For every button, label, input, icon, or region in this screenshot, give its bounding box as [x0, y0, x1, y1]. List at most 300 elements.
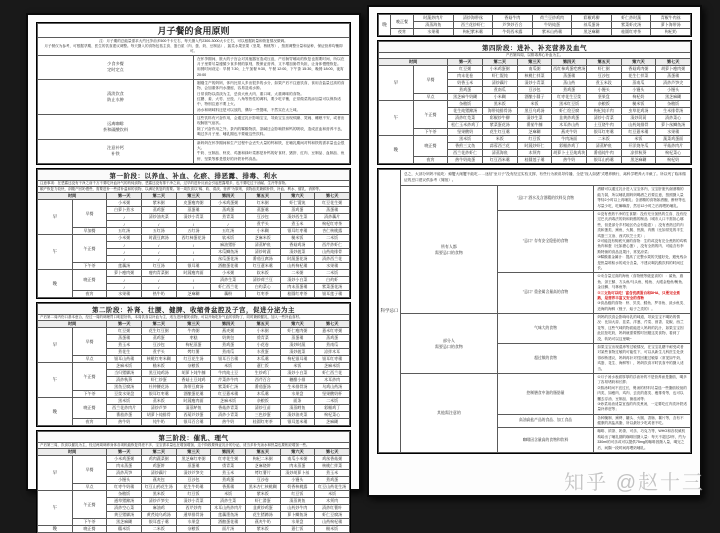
taboo-notes-table [378, 169, 691, 453]
meal-cell: 彩椒炒鸡丁 [552, 143, 587, 150]
meal-cell: 面片汤 [211, 526, 246, 533]
stage-title: 第二阶段：补肾、壮腰、健脾、收缩骨盆腔及子宫，促进分泌为主 [38, 304, 350, 315]
meal-cell: 煮南瓜 [211, 349, 246, 356]
meal-cell: 面条 [280, 398, 315, 405]
meal-cell: 枸杞蒸蛋 [176, 342, 211, 349]
meal-cell: 木瓜鲫鱼汤 [211, 249, 246, 256]
title-note: 注：月子期的总能量需求大约比孕前多500千卡左右，每天摄入约2300-3000大卡左右，可以根据奶量和恢复情况微调。 月子餐仅为参考，可根据孕期、医生的饮食建议调整。每天摄入的食物包括主食、蛋白质（肉、蛋、奶、豆制品）、蔬菜水果坚果（坚果、核桃等），按需调整分量和品种，保证营养均衡即可。 [38, 38, 350, 56]
meal-cell: 水煮蛋 [245, 349, 280, 356]
meal-cell: 清炒生菜 [211, 498, 246, 505]
col-header-day: 第二天 [141, 449, 176, 456]
meal-cell: 奶黄包 [211, 335, 246, 342]
meal-cell: 黑芝麻糊 [656, 94, 691, 101]
meal-cell: 乌鸡山药汤 [315, 384, 350, 391]
taboo-sub-label: "忌口" 存有安全隐患的食物 [497, 211, 594, 273]
meal-cell: 煮青菜 [211, 214, 246, 221]
meal-cell: 丝瓜蛋汤 [572, 22, 612, 29]
meal-cell: / [141, 256, 176, 263]
meal-cell: 杂粮饭 [656, 101, 691, 108]
zhihu-watermark: 知乎 @赵十三 [564, 472, 704, 494]
meal-cell: 银耳山药羹 [107, 356, 142, 363]
meal-cell: 蒸蛋羹 [552, 73, 587, 80]
meal-cell: 鸡肉蔬菜粥 [141, 456, 176, 463]
principle-text: 刚刚生产的妈妈，体内比常人多出很多的水分，如果产后不注意饮食，食用含盐量过高的食物，会加重体内水潴留，容易造成水肿。 日常食物以清淡为主，忌食大鱼大肉、重口味、太重调味的食物。 红糖、姜、大枣、豆豉、八角等热性的调料，要少吃平衡，正常做菜的添加量可以保持适中，特别注意不要上火。 汤水和调味料还是可以放的，偶尔一些提味，不然实在太乏味。 [194, 79, 350, 114]
meal-group-label: 早 [38, 456, 73, 491]
meal-cell: 银耳红枣羹 [141, 391, 176, 398]
meal-cell: 土豆烧牛肉 [586, 122, 621, 129]
meal-cell: 杂粮饭 [176, 363, 211, 370]
meal-cell: 酒酿蛋花羹 [176, 391, 211, 398]
meal-cell: 清炒红苋菜 [448, 115, 483, 122]
meal-cell: 清炒小青菜 [176, 214, 211, 221]
meal-cell: 小馒头 [656, 87, 691, 94]
meal-cell: 杂粮饭 [176, 526, 211, 533]
meal-cell: 香菇土豆炖鸡 [176, 377, 211, 384]
meal-cell: 红豆薏米羹 [621, 129, 656, 136]
col-header-day: 第三天 [176, 321, 211, 328]
meal-row-label: 晚正餐 [413, 136, 448, 157]
stage1-table [37, 169, 350, 298]
col-header-time: 时间 [38, 449, 107, 456]
stage-note: 产后第三周，饮食以催乳为主，经过两周调养身体各项机能恢复得差不多，宝宝需求量也在增加增加，这个阶段要保证乳汁的分泌，适当多补充汤水和热量也要相应增加一些。 [38, 443, 350, 449]
meal-row-label: 午正餐 [72, 363, 107, 391]
col-header-day: 第四天 [211, 321, 246, 328]
meal-cell: 清蒸黄鱼 [280, 498, 315, 505]
meal-cell: 银耳百合羹 [176, 419, 211, 426]
meal-cell: 小馒头 [586, 87, 621, 94]
meal-cell: / [141, 249, 176, 256]
taboo-text: ①汞含量过高的海鱼（食物链等级更高的）：鲨鱼、旗鱼、剑王鲭、方头鱼/马头鱼、鲶鱼、大眼金枪鱼/鲔鱼、金目鲷、马林鱼等； ②三文鱼可以吃！富含优质蛋白和DHA，只要完全煮熟，是营养丰富又安全的食物 ③食品级的食物：虾、贝类、鳕鱼、罗非鱼、淡水鱼类、近海的海鲜（蛏子、蛤子之类的）。 [594, 273, 691, 314]
taboo-sub-label: 咖啡因含量高的食物和饮料 [497, 428, 594, 453]
meal-row-label: 早餐 [72, 328, 107, 356]
meal-cell: 西红柿蛋花汤 [176, 235, 211, 242]
meal-cell: 番茄炒蛋 [107, 412, 142, 419]
meal-cell: 蒸蛋羹 [176, 463, 211, 470]
principle-label: 远离咖啡 茶和碳酸饮料 [38, 115, 194, 139]
meal-cell: 枸杞菜心 [656, 150, 691, 157]
meal-cell: 彩椒鸡柳 [572, 15, 612, 22]
meal-cell: 白萝卜煮水 [107, 207, 142, 214]
meal-cell: 清炒莴笋 [107, 470, 142, 477]
meal-cell: 桂圆莲子羹 [517, 157, 552, 164]
meal-cell: 枸杞炖羊肉 [586, 108, 621, 115]
meal-group-label: 早 [38, 328, 73, 363]
meal-cell: 黑米饭 [107, 398, 142, 405]
meal-cell: 香蕉羹 [211, 484, 246, 491]
meal-row-label: 早加餐 [72, 228, 107, 235]
meal-cell: 时蔬蛋花汤 [280, 256, 315, 263]
meal-cell: 西芹炒肉 [176, 505, 211, 512]
meal-cell: 银耳红枣羹 [280, 228, 315, 235]
meal-cell: 奶香玉米 [448, 80, 483, 87]
meal-cell: 山药枸杞羹 [280, 263, 315, 270]
meal-group-label: 午 [38, 235, 73, 270]
meal-cell: 烤红薯片 [245, 470, 280, 477]
meal-row-label: 夜宵 [391, 29, 414, 36]
meal-cell: 花生仁拌菜 [621, 73, 656, 80]
meal-cell: 煮玉米段 [586, 80, 621, 87]
col-header-day: 第二天 [141, 321, 176, 328]
meal-cell: 蒸蛋羹 [315, 207, 350, 214]
meal-cell: 西葫芦炒蛋 [176, 412, 211, 419]
meal-cell: 酒酿蛋花羹 [211, 263, 246, 270]
meal-cell: 鸡丝香菇粥 [315, 456, 350, 463]
meal-cell: 桂圆红枣茶 [280, 291, 315, 298]
meal-cell: 生米排骨汤 [656, 108, 691, 115]
meal-cell: 米饭 [482, 136, 517, 143]
meal-cell: / [107, 249, 142, 256]
meal-group-label: 午 [38, 491, 73, 526]
meal-cell: 烤红薯 [176, 349, 211, 356]
meal-cell: 蒸鸡蛋 [141, 207, 176, 214]
taboo-text: 如果宝宝出现湿疹等过敏情况，在宝宝乳糖不耐受或者对某些食物过敏的可能性下，可以从新生儿科医生处获得诊断建议，妈妈再针对性回避过敏原（常见如牛奶、鸡蛋、花生、海鲜等），妈妈饮食平时饮食中的摄入适当。 [594, 344, 691, 374]
col-header-day: 第七天 [315, 193, 350, 200]
meal-cell: 米饭 [517, 101, 552, 108]
col-header-day: 第一天 [107, 193, 142, 200]
meal-cell: 清炒茼蒿 [621, 115, 656, 122]
meal-cell: 红豆饭 [517, 136, 552, 143]
taboo-group-label: 所有人都 需要忌口的食物 [401, 186, 498, 314]
meal-cell: 小米鸡蛋粥 [482, 66, 517, 73]
meal-cell: 红豆粥 [448, 66, 483, 73]
meal-cell: 番茄炖牛肉 [586, 150, 621, 157]
meal-cell: 肉末蒸蛋 [280, 463, 315, 470]
col-header-day: 第一天 [107, 449, 142, 456]
meal-cell: 西芹百合 [245, 377, 280, 384]
meal-cell: 紫米饭 [245, 526, 280, 533]
meal-cell: 蒸鸡蛋 [211, 207, 246, 214]
meal-cell: 西红柿鸡蛋疙瘩汤 [553, 66, 586, 71]
meal-cell: 萝卜丝鲫鱼汤 [656, 122, 691, 129]
meal-cell: 紫菜蛋花汤 [482, 122, 517, 129]
col-header-day: 第三天 [176, 193, 211, 200]
meal-cell: 虾仁西兰花 [211, 284, 246, 291]
meal-cell: 豆沙包 [517, 87, 552, 94]
meal-cell: / [141, 242, 176, 249]
col-header-day: 第六天 [621, 59, 656, 66]
principle-text: 在怀孕期间，胀大的子宫会对其他器官造成压迫，产后肠胃蠕动的恢复也需要时间，所以在月子里要尽量遵循少食多餐的原则，既保证营养，又不增加肠胃负担，让身体慢慢恢复。 用餐时间设定：早餐 7:30，上午加餐 9:30，午餐 12:00，下午茶 15:30，晚餐 18:00，夜宵 20:00 [194, 55, 350, 79]
meal-cell: 清蒸鳕鱼 [280, 405, 315, 412]
meal-cell: 煮鸡蛋 [211, 477, 246, 484]
meal-cell: / [176, 242, 211, 249]
col-header-day: 第五天 [245, 193, 280, 200]
meal-cell: / [176, 249, 211, 256]
stage3-table-host [37, 431, 350, 533]
meal-cell: 虾仁滑蛋 [245, 498, 280, 505]
meal-cell: 二米粥 [280, 270, 315, 277]
stage-title: 第一阶段：以养血、补血、化瘀、排恶露、排毒、利水 [38, 170, 350, 181]
meal-cell: 花生猪蹄汤 [245, 512, 280, 519]
col-header-day: 第六天 [280, 321, 315, 328]
meal-row-label: 夜宵 [413, 157, 448, 164]
meal-cell: 虾仁豆腐汤 [315, 512, 350, 519]
meal-cell: 时蔬炒虾仁 [517, 143, 552, 150]
meal-cell: 银耳红枣羹 [315, 356, 350, 363]
meal-cell: 虾仁馄饨 [280, 200, 315, 207]
meal-cell: 清蒸鲈鱼 [176, 405, 211, 412]
meal-cell: / [176, 221, 211, 228]
meal-cell: 坚果盘 [586, 94, 621, 101]
meal-cell: 黑鱼豆腐汤 [107, 384, 142, 391]
meal-cell: 黄豆猪脚汤 [107, 512, 142, 519]
right-page [367, 5, 702, 497]
meal-cell: 虾仁炒蛋 [141, 377, 176, 384]
meal-cell: 清炒小青菜 [586, 115, 621, 122]
meal-cell: 小馒头 [621, 87, 656, 94]
meal-cell: 煮鸡蛋 [315, 477, 350, 484]
meal-cell: 西兰花炒肉片 [107, 405, 142, 412]
meal-cell: / [107, 242, 142, 249]
meal-cell: 清炒生菜 [517, 115, 552, 122]
meal-row-label: 早点 [72, 484, 107, 491]
taboo-side-label: 科学忌口 [379, 170, 401, 453]
meal-group-label: 早 [379, 66, 414, 101]
meal-group-label: 午 [38, 363, 73, 398]
meal-cell: 五红汤 [176, 228, 211, 235]
meal-cell: 芝麻糊 [176, 291, 211, 298]
meal-cell: 萝卜鲫鱼汤 [280, 512, 315, 519]
meal-cell: 清蒸海鱼 [414, 22, 454, 29]
meal-cell: 芝麻米饭 [107, 363, 142, 370]
meal-cell: 花生红豆粥 [141, 328, 176, 335]
meal-cell: 白灼菜心 [245, 284, 280, 291]
meal-cell: 麻油猪肝 [211, 242, 246, 249]
stage-note: 注意事项：在恶露还没有干净之前千万不要吃补血补气的药炖食物，恶露还没有排干净之前，过早的进补反而会引起恶露增多，也不要吃过于油腻、生冷等食物。 [38, 181, 350, 187]
meal-cell: 山药炖排骨 [315, 249, 350, 256]
taboo-notes-table-host [378, 169, 691, 453]
meal-cell: 红豆西米羹 [482, 157, 517, 164]
meal-cell: 二米饭 [315, 270, 350, 277]
meal-cell: 虾仁炒时蔬 [611, 15, 651, 22]
meal-cell: 蒸鸡蛋 [280, 207, 315, 214]
meal-cell: 虫草花鸡汤 [621, 108, 656, 115]
meal-cell: 小米粥 [245, 328, 280, 335]
meal-cell: 清炒藕片 [141, 470, 176, 477]
col-header-day: 第一天 [448, 59, 483, 66]
meal-cell: 紫米饭 [245, 491, 280, 498]
meal-cell: 煮南瓜 [482, 87, 517, 94]
meal-cell: 南瓜小米粥 [280, 456, 315, 463]
meal-cell: 糖醋小排 [280, 377, 315, 384]
meal-cell: 清炒菜心 [656, 115, 691, 122]
meal-cell: / [141, 221, 176, 228]
meal-cell: 山药炖排骨 [621, 122, 656, 129]
meal-cell: 清炒藕片 [482, 80, 517, 87]
meal-cell: 红枣花生豆浆 [552, 94, 587, 101]
meal-cell: 红米粥 [245, 200, 280, 207]
stage-note: 产后第二周内伤口基本愈合，经过一周的调理胃口明显好转，本周饮食以补血为主，适当进补催奶食物，可以开始吃补气血的食物了，同时兼顾催乳，加入一些补血食材。 [38, 315, 350, 321]
taboo-sub-label: 超过敏的食物 [497, 344, 594, 374]
meal-cell: 清炒西生菜 [280, 214, 315, 221]
meal-cell: 枸杞红枣茶 [315, 221, 350, 228]
principles-table-host [37, 23, 350, 164]
meal-cell: 糙米饭 [315, 526, 350, 533]
meal-cell: 米饭 [315, 491, 350, 498]
meal-cell: 豆沙包 [245, 214, 280, 221]
meal-cell: 蔬菜鸡蛋面 [656, 136, 691, 143]
meal-cell: 清炒藕片 [315, 214, 350, 221]
meal-cell: 黑米杏仁核桃糊 [245, 484, 280, 491]
meal-cell: 杜仲腰花汤 [141, 384, 176, 391]
meal-cell: 凉拌秋葵 [621, 150, 656, 157]
meal-cell: 烫青菜 [211, 463, 246, 470]
meal-cell: 清炒豆苗 [245, 405, 280, 412]
meal-cell: 韭黄炒鸡蛋 [552, 115, 587, 122]
taboo-intro: 总之，大部分妈妈不能吃：螃蟹大闸蟹不能吃……迷信"坐月子"没有经过实验支撑，有些行为被误导传播，全是"视人如猪"式喂养横行，离科学喂养大半截了。所以列了临床循证的忌口建议供参考（简版）。 [401, 170, 691, 186]
meal-cell: 杂粮饭 [245, 398, 280, 405]
meal-cell: 银耳莲子羹 [315, 291, 350, 298]
meal-row-label: 早点 [413, 94, 448, 101]
meal-cell: 时蔬瘦肉面 [176, 270, 211, 277]
meal-cell: 五红汤 [141, 228, 176, 235]
stage-title: 第三阶段：催乳、理气 [38, 432, 350, 443]
meal-cell: 皮蛋瘦肉粥 [176, 200, 211, 207]
meal-group-label: 午 [379, 101, 414, 136]
meal-cell: 芝麻糊 [315, 419, 350, 426]
stage4-table-host [378, 41, 691, 164]
meal-cell: 凉拌木耳 [315, 349, 350, 356]
meal-cell: 枸杞二米粥 [245, 456, 280, 463]
page-title: 月子餐的食用原则 [38, 24, 350, 38]
meal-cell: 核桃仁拌菜 [315, 463, 350, 470]
meal-cell: 南瓜粥 [517, 66, 552, 73]
meal-row-label: 晚正餐 [72, 270, 107, 291]
meal-cell: 红豆山药花生汤 [315, 484, 350, 491]
col-header-day: 第七天 [656, 59, 691, 66]
meal-group-label: 晚 [38, 398, 73, 426]
meal-cell: 水果盘 [176, 519, 211, 526]
meal-cell: 三色炒蛋 [245, 412, 280, 419]
meal-cell: 枣糕 [176, 335, 211, 342]
meal-row-label: 下午茶 [413, 129, 448, 136]
meal-cell: 通草排骨汤 [176, 512, 211, 519]
meal-cell: 煮花生 [107, 349, 142, 356]
meal-cell: 黑豆乌鸡汤 [517, 108, 552, 115]
meal-cell: 枸杞奶 [651, 29, 691, 36]
meal-row-label: 午正餐 [413, 101, 448, 129]
meal-cell: 牛肉粥 [176, 328, 211, 335]
taboo-group-label: 部分人 需要忌口的食物 [401, 314, 498, 374]
meal-row-label: 晚正餐 [391, 15, 414, 29]
meal-cell: 番茄牛腩 [517, 122, 552, 129]
meal-cell: 紫菜虾皮汤 [611, 22, 651, 29]
meal-cell: 山药枸杞羹 [315, 519, 350, 526]
meal-cell: 红豆薏米羹 [245, 263, 280, 270]
meal-cell: 虾仁粥 [586, 66, 621, 73]
meal-cell: 软米饭 [211, 235, 246, 242]
col-header-time: 时间 [379, 59, 448, 66]
meal-cell: 煮鸡蛋 [448, 87, 483, 94]
principle-label: 注意补钙 补铁 [38, 139, 194, 163]
meal-cell: 花生牛奶羹 [176, 484, 211, 491]
meal-cell: 木须肉 [315, 498, 350, 505]
meal-cell: 黄芪炖乌鸡汤 [141, 512, 176, 519]
col-header-day: 第六天 [280, 449, 315, 456]
meal-cell: 清炒油麦菜 [141, 214, 176, 221]
meal-row-label: 下午茶 [72, 391, 107, 398]
meal-cell: 小米糊 [245, 228, 280, 235]
col-header-time: 时间 [38, 321, 107, 328]
stage3-table [37, 431, 350, 533]
meal-cell: 牛肉汤面 [552, 136, 587, 143]
meal-cell: 西兰花炒虾仁 [453, 22, 493, 29]
meal-cell: 当归猪脚汤 [107, 370, 142, 377]
meal-cell: 牛肉炖土豆 [211, 370, 246, 377]
meal-cell: 海带炖排骨汤 [482, 108, 517, 115]
meal-cell: 芦笋炒百合 [493, 22, 533, 29]
meal-cell: 薏米红枣粥 [315, 328, 350, 335]
meal-cell: 荷兰豆炒鸡肉 [532, 15, 572, 22]
meal-cell: 煮玉米 [107, 342, 142, 349]
meal-cell: 黑米饭 [482, 101, 517, 108]
meal-cell: 银耳红枣羹 [586, 129, 621, 136]
taboo-sub-label: 控制膳食中油的脂肪量 [497, 373, 594, 414]
meal-cell: 芝麻米饭 [245, 235, 280, 242]
meal-cell: 核桃仁拌菜 [517, 73, 552, 80]
meal-cell: 小米鸡蛋粥 [107, 456, 142, 463]
meal-cell: / [176, 256, 211, 263]
col-header-day: 第六天 [280, 193, 315, 200]
stage4-table [378, 41, 691, 164]
meal-cell: 红枣花生粥 [211, 456, 246, 463]
meal-cell: 枸杞奶 [656, 157, 691, 164]
meal-cell: 芝麻米饭 [315, 363, 350, 370]
meal-cell: 薏仁饭 [280, 526, 315, 533]
meal-cell: 燕麦包 [141, 477, 176, 484]
meal-cell: 花生红豆羹 [482, 129, 517, 136]
meal-cell: 热牛奶 [141, 291, 176, 298]
meal-cell: 红豆汤 [141, 263, 176, 270]
meal-cell: 莲藕汤 [107, 263, 142, 270]
taboo-text: 各种腌制、熏烤、罐头、火腿、香肠、薯片等，含有不健康的高盐高脂，所以最好少吃或者不吃。 [594, 414, 691, 428]
meal-cell: 肉末蒸蛋 [107, 463, 142, 470]
meal-cell: 香煎三文鱼 [448, 143, 483, 150]
meal-cell: 小米糊 [482, 94, 517, 101]
meal-cell: 米饭 [211, 491, 246, 498]
taboo-text: ①月子汤水表面厚厚的浮油补的不是营养而是脂肪，喝多了容易堵奶和长胖； ②熬汤时间不宜过长，煲汤的材料尽量选一些脂肪较低的肉类，如瘦肉、鸡肉、去皮的禽类、瘦排骨等，也可以撇去浮油、豆制品、菌菇汤等； ③炒菜用油适量宜选的肉类煮汤，一定要吃红肉类补铁适量补养虚等； [594, 373, 691, 414]
stage-note: 顺产恢复力较快，剖腹产回奶慢些，需要进补一些清补温和的食物，以满足恢复的需要。第一周饮食以"稀、软、清淡、营养"为原则，食物品类兼顾补铁、补血、利水、催乳、消肿等。 [38, 187, 350, 193]
meal-cell: 生炒鸡丁 [245, 370, 280, 377]
meal-cell: 彩椒炒牛柳 [482, 115, 517, 122]
meal-cell: 清蒸鲈鱼 [586, 143, 621, 150]
meal-cell: 时蔬炒肉片 [414, 15, 454, 22]
meal-cell: 清炒芦笋尖 [141, 498, 176, 505]
meal-cell: 紫菜虾仁汤 [211, 384, 246, 391]
meal-cell: 杏仁核桃露 [315, 228, 350, 235]
meal-cell: 胡萝卜瘦肉粥 [656, 66, 691, 73]
meal-cell: 木须肉 [517, 150, 552, 157]
meal-cell: 枸杞紫米羹 [453, 29, 493, 36]
meal-cell: 香菇炒青菜 [211, 405, 246, 412]
meal-cell: 通草猪蹄汤 [107, 498, 142, 505]
meal-cell: 木瓜羹 [245, 356, 280, 363]
meal-cell: 虾仁西兰花 [315, 370, 350, 377]
meal-cell: 纯牛奶 [141, 419, 176, 426]
meal-cell: 紫米粥 [141, 200, 176, 207]
meal-cell: 花生炖猪蹄汤 [448, 108, 483, 115]
meal-cell: 鸡蛋饼 [141, 463, 176, 470]
meal-cell: 豆浆水果盘 [107, 391, 142, 398]
meal-cell: 香菇鸡汤 [280, 242, 315, 249]
meal-cell: 清炒荷兰豆 [245, 277, 280, 284]
meal-cell: 胡萝卜土豆炖鸡块 [553, 150, 586, 155]
meal-cell: 木耳炒山药 [552, 122, 587, 129]
meal-cell: 山药炒牛肉 [280, 505, 315, 512]
meal-cell: 时蔬豆腐汤 [141, 235, 176, 242]
meal-cell: 清炒小青菜 [211, 412, 246, 419]
meal-cell: 糙米饭 [141, 363, 176, 370]
meal-cell: 平菇炒肉片 [656, 143, 691, 150]
